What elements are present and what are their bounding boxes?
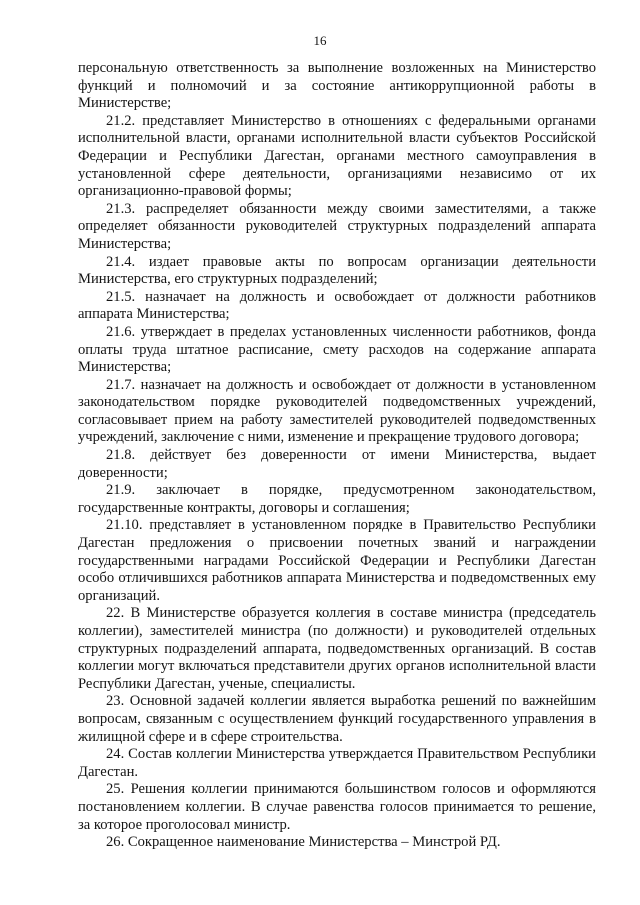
- paragraph-21-5: 21.5. назначает на должность и освобождает от должности работников аппарата Министерства;: [78, 288, 596, 323]
- paragraph-21-7: 21.7. назначает на должность и освобождает от должности в установленном законодательством порядке руководителей подведомственных учреждений, согласовывает прием на работу заместителей руководителей подведомственных учреждений, заключение с ними, изменение и прекращение трудового договора;: [78, 376, 596, 446]
- paragraph-continuation: персональную ответственность за выполнение возложенных на Министерство функций и полномочий и за состояние антикоррупционной работы в Министерстве;: [78, 60, 596, 112]
- paragraph-21-8: 21.8. действует без доверенности от имени Министерства, выдает доверенности;: [78, 447, 596, 481]
- page-number: 16: [313, 33, 327, 48]
- paragraph-21-4: 21.4. издает правовые акты по вопросам организации деятельности Министерства, его структурных подразделений;: [78, 253, 596, 288]
- paragraph-21-6: 21.6. утверждает в пределах установленных численности работников, фонда оплаты труда штатное расписание, смету расходов на содержание аппарата Министерства;: [78, 323, 596, 376]
- paragraph-26: 26. Сокращенное наименование Министерства – Минстрой РД.: [106, 834, 501, 851]
- paragraph-24: 24. Состав коллегии Министерства утверждается Правительством Республики Дагестан.: [78, 746, 596, 780]
- paragraph-21-10: 21.10. представляет в установленном порядке в Правительство Республики Дагестан предложения о присвоении почетных званий и награждении государственными наградами Российской Федерации и Республики Дагестан особо отличившихся работников аппарата Министерства и подведомственных ему организаций.: [78, 517, 596, 604]
- paragraph-21-2: 21.2. представляет Министерство в отношениях с федеральными органами исполнительной власти, органами исполнительной власти субъектов Российской Федерации и Республики Дагестан, органами местного самоуправления в установленной сфере деятельности, организациями независимо от их организационно-правовой формы;: [78, 112, 596, 200]
- paragraph-23: 23. Основной задачей коллегии является выработка решений по важнейшим вопросам, связанным с осуществлением функций государственного управления в жилищной сфере и в сфере строительства.: [78, 693, 596, 745]
- paragraph-25: 25. Решения коллегии принимаются большинством голосов и оформляются постановлением коллегии. В случае равенства голосов принимается то решение, за которое проголосовал министр.: [78, 781, 596, 833]
- paragraph-21-9: 21.9. заключает в порядке, предусмотренном законодательством, государственные контракты, договоры и соглашения;: [78, 482, 596, 516]
- paragraph-21-3: 21.3. распределяет обязанности между своими заместителями, а также определяет обязанности руководителей структурных подразделений аппарата Министерства;: [78, 200, 596, 252]
- document-body: [78, 60, 596, 852]
- paragraph-22: 22. В Министерстве образуется коллегия в составе министра (председатель коллегии), заместителей министра (по должности) и руководителей отдельных структурных подразделений аппарата, подведомственных организаций. В состав коллегии могут включаться представители других органов исполнительной власти Республики Дагестан, ученые, специалисты.: [78, 605, 596, 692]
